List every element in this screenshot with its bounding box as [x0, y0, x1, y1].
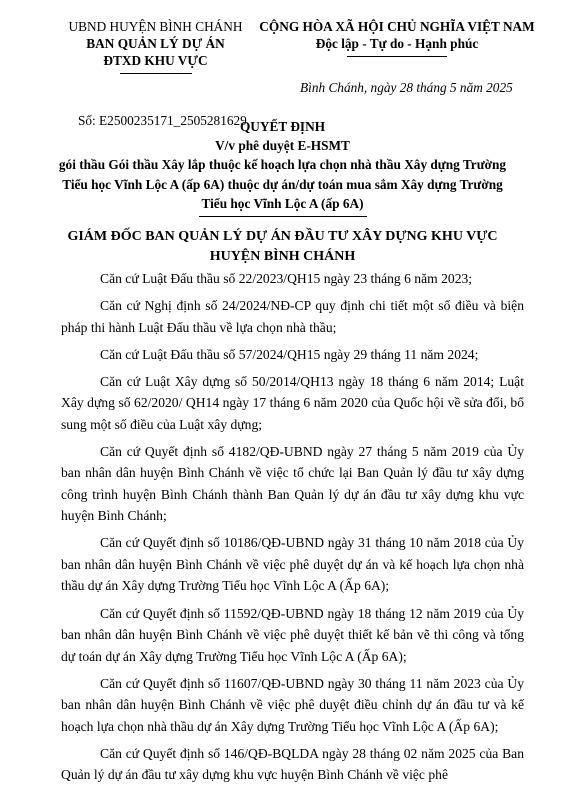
agency-name: BAN QUẢN LÝ DỰ ÁN [86, 36, 225, 51]
title-underline [199, 216, 367, 217]
issuing-agency [58, 18, 253, 74]
paragraph: Căn cứ Quyết định số 11607/QĐ-UBND ngày 30 tháng 11 năm 2023 của Ủy ban nhân dân huyện Bình Chánh về việc phê duyệt điều chỉnh dự án đầu tư và kế hoạch lựa chọn nhà thầu dự án Xây dựng Trường Tiểu học Vĩnh Lộc A (Ấp 6A); [61, 675, 524, 734]
paragraph: Căn cứ Quyết định số 11592/QĐ-UBND ngày 18 tháng 12 năm 2019 của Ủy ban nhân dân huyện Bình Chánh về việc phê duyệt thiết kế bản vẽ thi công và tổng dự toán dự án Xây dựng Trường Tiểu học Vĩnh Lộc A (Ấp 6A); [61, 605, 524, 664]
agency-parent: UBND HUYỆN BÌNH CHÁNH [68, 19, 243, 34]
agency-name-cont: ĐTXD KHU VỰC [103, 53, 208, 68]
paragraph: Căn cứ Luật Đấu thầu số 22/2023/QH15 ngày 23 tháng 6 năm 2023; [100, 271, 473, 286]
paragraph: Căn cứ Quyết định số 4182/QĐ-UBND ngày 27 tháng 5 năm 2019 của Ủy ban nhân dân huyện Bình Chánh về việc tổ chức lại Ban Quản lý đầu tư xây dựng công trình huyện Bình Chánh thành Ban Quản lý dự án đầu tư xây dựng khu vực huyện Bình Chánh; [61, 443, 524, 524]
decision-title [50, 117, 515, 217]
issue-date: Bình Chánh, ngày 28 tháng 5 năm 2025 [300, 80, 513, 95]
decision-subject: V/v phê duyệt E-HSMT [215, 138, 350, 153]
paragraph: Căn cứ Luật Đấu thầu số 57/2024/QH15 ngày 29 tháng 11 năm 2024; [100, 346, 479, 362]
legal-basis [61, 268, 524, 791]
paragraph: Căn cứ Luật Xây dựng số 50/2014/QH13 ngày 18 tháng 6 năm 2014; Luật Xây dựng số 62/2020/ QH14 ngày 17 tháng 6 năm 2020 của Quốc hội về sửa đổi, bổ sung một số điều của Luật xây dựng; [61, 373, 524, 432]
paragraph: Căn cứ Nghị định số 24/2024/NĐ-CP quy định chi tiết một số điều và biện pháp thi hành Luật Đấu thầu về lựa chọn nhà thầu; [61, 298, 524, 335]
motto: Độc lập - Tự do - Hạnh phúc [315, 36, 479, 51]
agency-underline [120, 73, 192, 74]
issuer-line-1: GIÁM ĐỐC BAN QUẢN LÝ DỰ ÁN ĐẦU TƯ XÂY DỰNG KHU VỰC [67, 229, 498, 244]
issuer-line-2: HUYỆN BÌNH CHÁNH [209, 249, 356, 264]
decision-heading: QUYẾT ĐỊNH [239, 119, 326, 134]
country-name: CỘNG HÒA XÃ HỘI CHỦ NGHĨA VIỆT NAM [259, 19, 535, 34]
national-motto [252, 18, 542, 57]
issuer-heading [50, 227, 515, 267]
motto-underline [347, 56, 447, 57]
paragraph: Căn cứ Quyết định số 146/QĐ-BQLDA ngày 28 tháng 02 năm 2025 của Ban Quản lý dự án đầu tư xây dựng khu vực huyện Bình Chánh về việc phê [61, 745, 524, 783]
decision-package: gói thầu Gói thầu Xây lắp thuộc kế hoạch lựa chọn nhà thầu Xây dựng Trường Tiểu học Vĩnh Lộc A (ấp 6A) thuộc dự án/dự toán mua sắm Xây dựng Trường Tiểu học Vĩnh Lộc A (ấp 6A) [58, 157, 507, 211]
document-number: Số: E2500235171_2505281629 [78, 113, 247, 128]
paragraph: Căn cứ Quyết định số 10186/QĐ-UBND ngày 31 tháng 10 năm 2018 của Ủy ban nhân dân huyện Bình Chánh về việc phê duyệt dự án và kế hoạch lựa chọn nhà thầu dự án Xây dựng Trường Tiểu học Vĩnh Lộc A (Ấp 6A); [61, 535, 524, 594]
